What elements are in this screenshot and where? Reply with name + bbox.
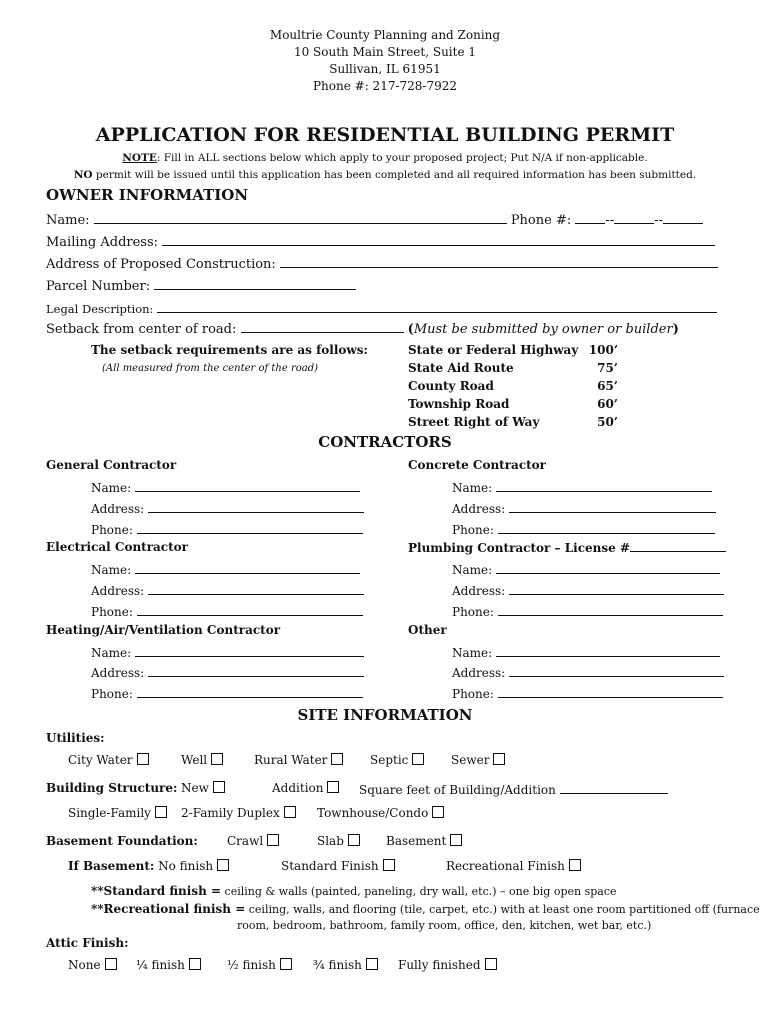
other-phone-row (452, 685, 723, 701)
owner-heading: OWNER INFORMATION (46, 186, 249, 204)
general-name-field[interactable] (135, 479, 360, 492)
attic-half-checkbox[interactable] (280, 958, 292, 970)
addition-option (272, 781, 339, 795)
if-basement-label: If Basement: (68, 859, 155, 873)
plumbing-contractor-heading (408, 540, 726, 555)
hvac-name-field[interactable] (135, 644, 364, 657)
septic-checkbox[interactable] (412, 753, 424, 765)
rural-water-checkbox[interactable] (331, 753, 343, 765)
concrete-name-field[interactable] (496, 479, 712, 492)
electrical-address-field[interactable] (148, 582, 364, 595)
hvac-contractor-heading: Heating/Air/Ventilation Contractor (46, 623, 281, 637)
city-water-option (68, 753, 149, 767)
mailing-address-field[interactable] (162, 233, 715, 246)
rural-water-option (254, 753, 343, 767)
recreational-finish-def-label: **Recreational finish = (91, 902, 246, 916)
townhouse-checkbox[interactable] (432, 806, 444, 818)
plumbing-phone-row (452, 603, 723, 619)
no-finish-label: No finish (158, 859, 214, 873)
recreational-finish-checkbox[interactable] (569, 859, 581, 871)
address-label: Address: (452, 502, 506, 516)
townhouse-option (317, 806, 444, 820)
attic-fully-label: Fully finished (398, 958, 481, 972)
phone-separator: -- (605, 213, 615, 228)
hvac-address-row (91, 664, 364, 680)
well-label: Well (181, 753, 208, 767)
parcel-number-field[interactable] (154, 277, 356, 290)
addition-checkbox[interactable] (327, 781, 339, 793)
plumbing-label: Plumbing Contractor – License # (408, 541, 630, 555)
general-address-row (91, 500, 364, 516)
attic-half-label: ½ finish (227, 958, 276, 972)
construction-address-field[interactable] (280, 255, 718, 268)
crawl-checkbox[interactable] (267, 834, 279, 846)
sewer-checkbox[interactable] (493, 753, 505, 765)
mailing-label: Mailing Address: (46, 235, 159, 250)
owner-name-row (46, 211, 703, 228)
addition-label: Addition (272, 781, 324, 795)
hvac-name-row (91, 644, 364, 660)
concrete-contractor-heading: Concrete Contractor (408, 458, 546, 472)
setback-label: Setback from center of road: (46, 322, 237, 337)
setback-row (46, 320, 679, 337)
agency-city: Sullivan, IL 61951 (329, 62, 441, 76)
standard-finish-def-label: **Standard finish = (91, 884, 222, 898)
other-phone-field[interactable] (498, 685, 723, 698)
attic-fully-option (398, 958, 497, 972)
agency-phone: Phone #: 217-728-7922 (312, 79, 458, 93)
building-structure-label: Building Structure: (46, 781, 178, 795)
well-option (181, 753, 223, 767)
attic-quarter-checkbox[interactable] (189, 958, 201, 970)
other-address-field[interactable] (509, 664, 724, 677)
basement-option (386, 834, 462, 848)
attic-three-quarter-label: ¾ finish (313, 958, 362, 972)
no-finish-checkbox[interactable] (217, 859, 229, 871)
setback-road-type: State Aid Route (408, 361, 514, 375)
note-no: NO (73, 169, 93, 181)
electrical-contractor-heading: Electrical Contractor (46, 540, 188, 554)
setback-row (408, 359, 618, 377)
standard-finish-label: Standard Finish (281, 859, 379, 873)
hvac-phone-row (91, 685, 363, 701)
sewer-label: Sewer (451, 753, 490, 767)
concrete-address-field[interactable] (509, 500, 716, 513)
recreational-finish-definition-2: room, bedroom, bathroom, family room, office, den, kitchen, wet bar, etc.) (237, 919, 652, 932)
attic-three-quarter-checkbox[interactable] (366, 958, 378, 970)
general-address-field[interactable] (148, 500, 364, 513)
standard-finish-checkbox[interactable] (383, 859, 395, 871)
setback-road-type: County Road (408, 379, 494, 393)
basement-checkbox[interactable] (450, 834, 462, 846)
electrical-phone-row (91, 603, 363, 619)
electrical-name-row (91, 561, 360, 577)
standard-finish-def-text: ceiling & walls (painted, paneling, dry wall, etc.) – one big open space (221, 885, 617, 898)
crawl-label: Crawl (227, 834, 264, 848)
note-text: : Fill in ALL sections below which apply to your proposed project; Put N/A if non-applicable. (156, 152, 648, 164)
owner-name-field[interactable] (94, 211, 507, 224)
setback-row (408, 413, 618, 431)
slab-option (317, 834, 360, 848)
paren-close: ) (672, 322, 679, 337)
name-label: Name: (91, 563, 132, 577)
setback-field[interactable] (241, 320, 404, 333)
square-feet-label: Square feet of Building/Addition (359, 783, 556, 797)
attic-quarter-option (136, 958, 201, 972)
setback-measured: (All measured from the center of the road) (102, 363, 319, 374)
square-feet-row (359, 781, 668, 797)
attic-none-option (68, 958, 117, 972)
new-checkbox[interactable] (213, 781, 225, 793)
basement-label: Basement (386, 834, 447, 848)
setback-row (408, 377, 618, 395)
slab-label: Slab (317, 834, 344, 848)
agency-street: 10 South Main Street, Suite 1 (293, 45, 477, 59)
septic-label: Septic (370, 753, 409, 767)
single-family-checkbox[interactable] (155, 806, 167, 818)
concrete-address-row (452, 500, 716, 516)
concrete-phone-field[interactable] (498, 521, 715, 534)
standard-finish-definition (91, 884, 617, 898)
setback-row (408, 341, 618, 359)
phone-label: Phone: (452, 687, 494, 701)
construction-label: Address of Proposed Construction: (46, 257, 276, 272)
setback-distance: 50’ (597, 415, 618, 429)
address-label: Address: (452, 666, 506, 680)
rural-water-label: Rural Water (254, 753, 328, 767)
phone-label: Phone: (91, 523, 133, 537)
setback-road-type: State or Federal Highway (408, 343, 579, 357)
other-contractor-heading: Other (408, 623, 447, 637)
site-heading: SITE INFORMATION (297, 706, 473, 724)
two-family-option (181, 806, 296, 820)
form-title: APPLICATION FOR RESIDENTIAL BUILDING PERMIT (95, 124, 675, 146)
phone-separator: -- (654, 213, 663, 228)
legal-description-field[interactable] (157, 300, 717, 313)
general-phone-row (91, 521, 363, 537)
general-name-row (91, 479, 360, 495)
two-family-checkbox[interactable] (284, 806, 296, 818)
hvac-address-field[interactable] (148, 664, 364, 677)
note-text-2: permit will be issued until this application has been completed and all required information has been submitted. (92, 169, 697, 181)
new-label: New (181, 781, 209, 795)
setback-road-type: Street Right of Way (408, 415, 540, 429)
parcel-label: Parcel Number: (46, 279, 151, 294)
other-name-row (452, 644, 720, 660)
city-water-label: City Water (68, 753, 133, 767)
single-family-label: Single-Family (68, 806, 151, 820)
setback-row (408, 395, 618, 413)
recreational-finish-option (446, 859, 581, 873)
measured-text: All measured from the center of the road (105, 363, 315, 374)
basement-foundation-label: Basement Foundation: (46, 834, 198, 848)
parcel-row (46, 277, 356, 294)
setback-note: Must be submitted by owner or builder (413, 322, 673, 337)
general-contractor-heading: General Contractor (46, 458, 177, 472)
crawl-option (227, 834, 279, 848)
name-label: Name: (452, 563, 493, 577)
square-feet-field[interactable] (560, 781, 668, 794)
note-label: NOTE (122, 152, 157, 164)
attic-quarter-label: ¼ finish (136, 958, 185, 972)
address-label: Address: (91, 584, 145, 598)
other-address-row (452, 664, 724, 680)
attic-three-quarter-option (313, 958, 378, 972)
setback-heading: The setback requirements are as follows: (91, 343, 368, 357)
plumbing-license-field[interactable] (630, 540, 726, 552)
general-phone-field[interactable] (137, 521, 363, 534)
name-label: Name: (452, 481, 493, 495)
concrete-phone-row (452, 521, 715, 537)
phone-label: Phone: (91, 605, 133, 619)
address-label: Address: (91, 502, 145, 516)
standard-finish-option (281, 859, 395, 873)
recreational-finish-label: Recreational Finish (446, 859, 565, 873)
owner-phone-prefix-field[interactable] (614, 211, 654, 224)
new-option (181, 781, 225, 795)
agency-name: Moultrie County Planning and Zoning (269, 28, 501, 42)
legal-label: Legal Description: (46, 302, 154, 316)
sewer-option (451, 753, 505, 767)
attic-none-checkbox[interactable] (105, 958, 117, 970)
plumbing-name-row (452, 561, 720, 577)
slab-checkbox[interactable] (348, 834, 360, 846)
utilities-label: Utilities: (46, 731, 105, 745)
construction-row (46, 255, 718, 272)
mailing-row (46, 233, 715, 250)
septic-option (370, 753, 424, 767)
plumbing-phone-field[interactable] (498, 603, 723, 616)
owner-phone-area-field[interactable] (575, 211, 605, 224)
owner-phone-label: Phone #: (510, 213, 572, 228)
electrical-address-row (91, 582, 364, 598)
well-checkbox[interactable] (211, 753, 223, 765)
attic-none-label: None (68, 958, 101, 972)
other-name-field[interactable] (496, 644, 720, 657)
concrete-name-row (452, 479, 712, 495)
setback-road-type: Township Road (408, 397, 510, 411)
two-family-label: 2-Family Duplex (181, 806, 280, 820)
plumbing-address-field[interactable] (509, 582, 724, 595)
setback-distance: 60’ (597, 397, 618, 411)
setback-distance: 100’ (588, 343, 618, 357)
phone-label: Phone: (91, 687, 133, 701)
attic-finish-label: Attic Finish: (46, 936, 129, 950)
name-label: Name: (452, 646, 493, 660)
paren-open: ( (407, 322, 414, 337)
owner-name-label: Name: (46, 213, 90, 228)
electrical-name-field[interactable] (135, 561, 360, 574)
hvac-phone-field[interactable] (137, 685, 363, 698)
attic-half-option (227, 958, 292, 972)
name-label: Name: (91, 646, 132, 660)
phone-label: Phone: (452, 523, 494, 537)
electrical-phone-field[interactable] (137, 603, 363, 616)
single-family-option (68, 806, 167, 820)
recreational-finish-def-text: ceiling, walls, and flooring (tile, carpet, etc.) with at least one room partitioned off (furnace (245, 903, 760, 916)
note-line-1 (0, 152, 770, 164)
address-label: Address: (91, 666, 145, 680)
name-label: Name: (91, 481, 132, 495)
setback-distance: 75’ (597, 361, 618, 375)
owner-phone-line-field[interactable] (663, 211, 703, 224)
plumbing-address-row (452, 582, 724, 598)
setback-distance: 65’ (597, 379, 618, 393)
recreational-finish-definition (91, 902, 760, 916)
city-water-checkbox[interactable] (137, 753, 149, 765)
contractors-heading: CONTRACTORS (318, 433, 452, 451)
attic-fully-checkbox[interactable] (485, 958, 497, 970)
setback-table (408, 341, 618, 431)
plumbing-name-field[interactable] (496, 561, 720, 574)
note-line-2 (0, 169, 770, 181)
phone-label: Phone: (452, 605, 494, 619)
townhouse-label: Townhouse/Condo (317, 806, 429, 820)
address-label: Address: (452, 584, 506, 598)
if-basement-row (68, 859, 229, 873)
legal-row (46, 300, 717, 316)
